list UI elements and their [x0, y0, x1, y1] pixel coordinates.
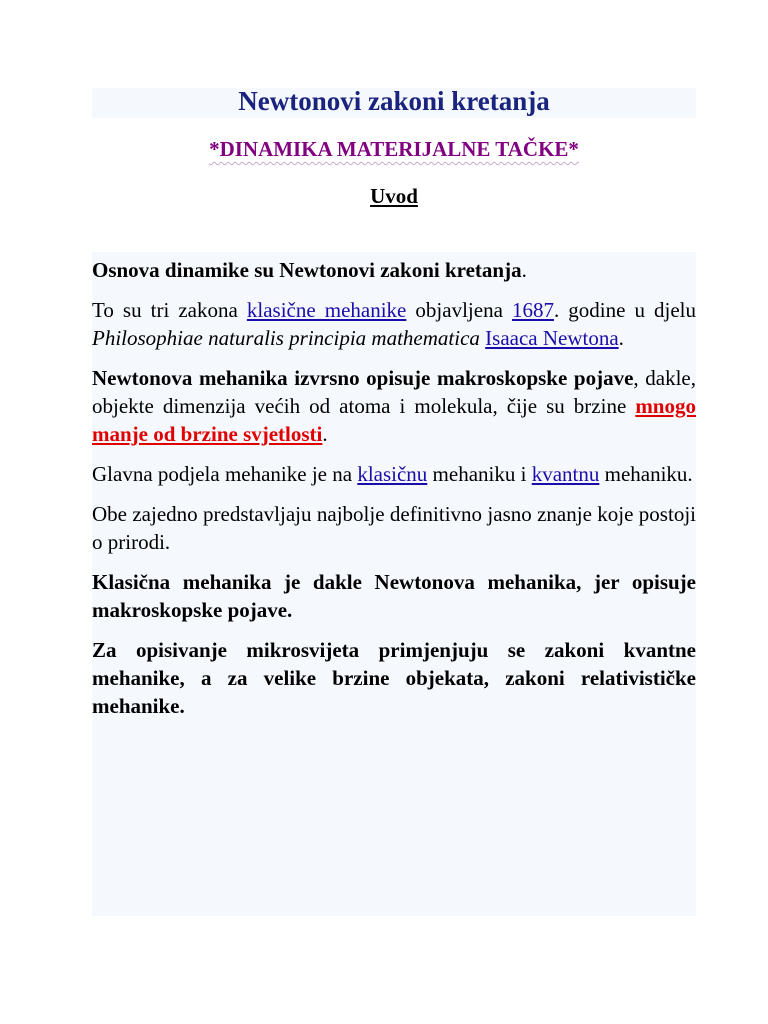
- document-title: Newtonovi zakoni kretanja: [238, 86, 550, 116]
- link-klasicnu[interactable]: klasičnu: [357, 462, 428, 486]
- p2-text-1: To su tri zakona: [92, 298, 247, 322]
- link-klasicne-mehanike[interactable]: klasične mehanike: [246, 298, 407, 322]
- subtitle-text: *DINAMIKA MATERIJALNE TAČKE*: [209, 137, 579, 161]
- p1-end: .: [521, 258, 527, 282]
- paragraph-4: [92, 460, 696, 488]
- p2-text-5: .: [618, 326, 624, 350]
- link-isaaca-newtona[interactable]: Isaaca Newtona: [485, 326, 619, 350]
- p6-bold-text: Klasična mehanika je dakle Newtonova mehanika, jer opisuje makroskopske pojave.: [92, 570, 696, 622]
- p3-bold-text: Newtonova mehanika izvrsno opisuje makroskopske pojave: [92, 366, 634, 390]
- section-heading: Uvod: [370, 184, 418, 208]
- paragraph-7: [92, 636, 696, 720]
- paragraph-1: [92, 256, 696, 284]
- p3-text-2: .: [322, 422, 328, 446]
- paragraph-5: Obe zajedno predstavljaju najbolje definitivno jasno znanje koje postoji o prirodi.: [92, 502, 696, 554]
- p2-italic-title: Philosophiae naturalis principia mathematica: [92, 326, 480, 350]
- document-subtitle: [92, 137, 696, 162]
- p3-red-emphasis: mnogo manje od brzine svjetlosti: [92, 394, 696, 446]
- p4-text-3: mehaniku.: [599, 462, 693, 486]
- p2-text-3: . godine u djelu: [553, 298, 697, 322]
- p4-text-2: mehaniku i: [427, 462, 532, 486]
- link-1687[interactable]: 1687: [511, 298, 554, 322]
- p3-text-1: , dakle, objekte dimenzija većih od atoma i molekula, čije su brzine: [92, 366, 696, 418]
- document-body: [92, 256, 696, 732]
- paragraph-6: [92, 568, 696, 624]
- p1-bold-text: Osnova dinamike su Newtonovi zakoni kretanja: [92, 258, 522, 282]
- link-kvantnu[interactable]: kvantnu: [531, 462, 600, 486]
- p2-text-2: objavljena: [406, 298, 512, 322]
- p7-bold-text: Za opisivanje mikrosvijeta primjenjuju se zakoni kvantne mehanike, a za velike brzine objekata, zakoni relativističke mehanike.: [92, 638, 696, 718]
- p4-text-1: Glavna podjela mehanike je na: [92, 462, 358, 486]
- paragraph-2: [92, 296, 696, 352]
- paragraph-3: [92, 364, 696, 448]
